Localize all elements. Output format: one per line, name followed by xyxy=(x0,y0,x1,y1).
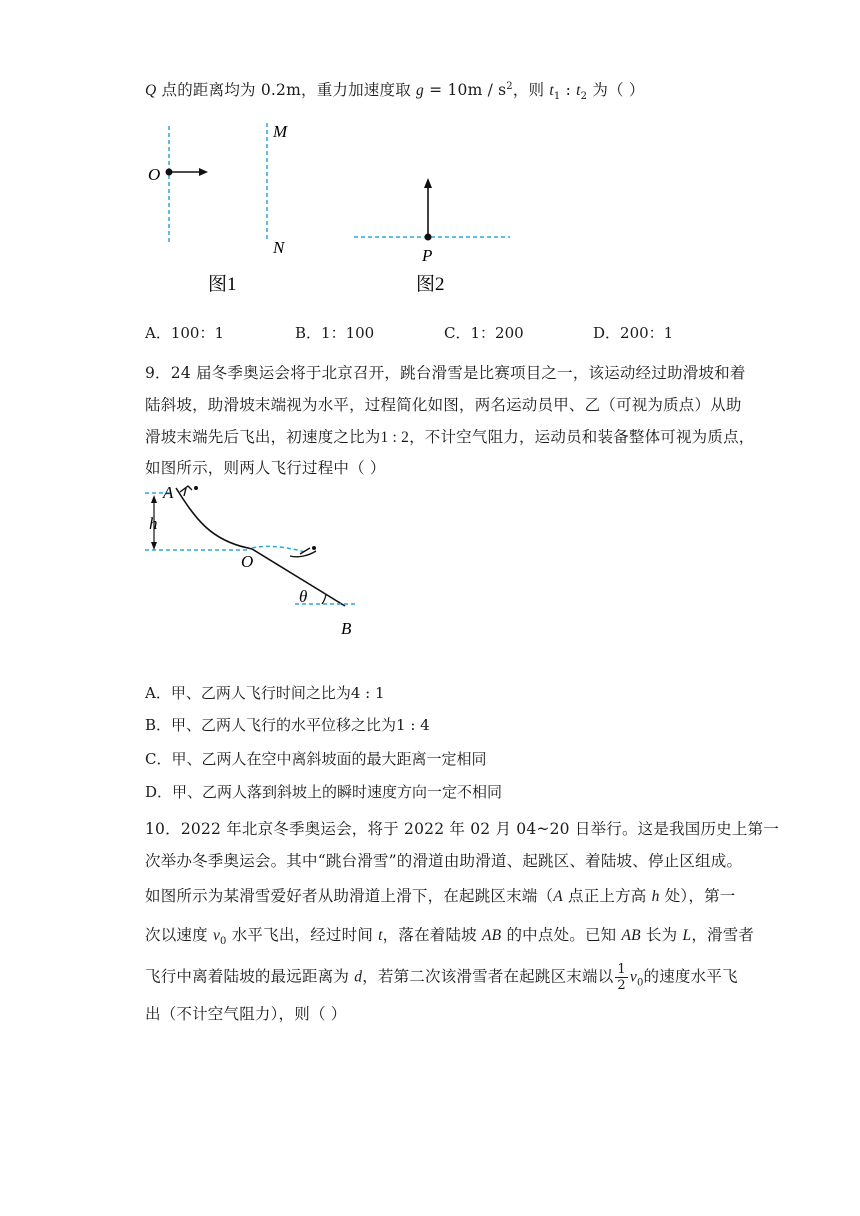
q9-angle-arc xyxy=(322,594,326,604)
fig2-point-p xyxy=(425,234,432,241)
q10-text-line-5: 飞行中离着陆坡的最远距离为 d，若第二次该滑雪者在起跳区末端以 $\frac{1}{2}$ $v_0$的速度水平飞 xyxy=(145,962,738,993)
q10-text-line-2: 次举办冬季奥运会。其中“跳台滑雪”的滑道由助滑道、起跳区、着陆坡、停止区组成。 xyxy=(145,852,743,870)
q9-height-arrow-down xyxy=(151,542,157,550)
q8-option-d[interactable]: D．200：1 xyxy=(593,324,674,342)
q10-fraction-half: $\frac{1}{2}$ xyxy=(617,962,626,993)
q10-text-line-1: 10．2022 年北京冬季奥运会，将于 2022 年 02 月 04~20 日举行。这是我国历史上第一 xyxy=(145,820,779,838)
q9-option-c[interactable]: C．甲、乙两人在空中离斜坡面的最大距离一定相同 xyxy=(145,750,487,768)
q9-figure-ski-jump xyxy=(140,478,370,643)
q9-option-b[interactable]: B．甲、乙两人飞行的水平位移之比为1 : 4 xyxy=(145,716,430,734)
q10-text-line-6: 出（不计空气阻力），则（ ） xyxy=(145,1005,347,1023)
fig1-label-o: O xyxy=(148,165,161,184)
q9-label-o: O xyxy=(241,552,254,571)
fig1-label-n: N xyxy=(273,238,285,257)
q10-text-line-4: 次以速度 $v_0$ 水平飞出，经过时间 t，落在着陆坡 AB 的中点处。已知 AB 长为 L，滑雪者 xyxy=(145,926,755,948)
q9-skier-a-icon xyxy=(180,486,192,496)
q8-option-c[interactable]: C．1：200 xyxy=(444,324,524,342)
q9-height-arrow-up xyxy=(151,495,157,503)
q9-label-theta: θ xyxy=(299,587,308,606)
q9-skier-a-head-icon xyxy=(194,486,198,490)
q8-figure-2 xyxy=(350,170,520,300)
q8-text-line-1: Q 点的距离均为 0.2m，重力加速度取 $g = 10m / s^2$，则 $t_1$ : $t_2$ 为（ ） xyxy=(145,80,645,103)
q9-trajectory xyxy=(252,546,305,552)
q9-takeoff-slope xyxy=(176,488,252,549)
fig1-label-m: M xyxy=(273,122,288,141)
q9-skier-b-head-icon xyxy=(312,546,316,550)
q9-label-b: B xyxy=(341,619,352,638)
q9-option-d[interactable]: D．甲、乙两人落到斜坡上的瞬时速度方向一定不相同 xyxy=(145,783,503,801)
q9-text-line-2: 陆斜坡，助滑坡末端视为水平，过程简化如图，两名运动员甲、乙（可视为质点）从助 xyxy=(145,396,742,414)
fig2-caption: 图2 xyxy=(416,274,445,295)
q8-option-b[interactable]: B．1：100 xyxy=(295,324,375,342)
q9-text-line-1: 9．24 届冬季奥运会将于北京召开，跳台滑雪是比赛项目之一，该运动经过助滑坡和着 xyxy=(145,364,746,382)
q8-figure-1 xyxy=(140,118,310,298)
fig1-caption: 图1 xyxy=(208,274,237,295)
fig2-arrowhead xyxy=(424,178,432,188)
q9-option-a[interactable]: A．甲、乙两人飞行时间之比为4 : 1 xyxy=(145,684,385,702)
q8-option-a[interactable]: A．100：1 xyxy=(145,324,225,342)
q9-label-a: A xyxy=(163,483,174,502)
q9-text-line-3: 滑坡末端先后飞出，初速度之比为1 : 2，不计空气阻力，运动员和装备整体可视为质点， xyxy=(145,428,755,446)
q9-label-h: h xyxy=(149,514,158,533)
q10-text-line-3: 如图所示为某滑雪爱好者从助滑道上滑下，在起跳区末端（A 点正上方高 h 处），第一 xyxy=(145,887,736,905)
fig1-arrowhead xyxy=(199,168,208,176)
q9-text-line-4: 如图所示，则两人飞行过程中（ ） xyxy=(145,459,386,477)
fig2-label-p: P xyxy=(422,246,433,265)
